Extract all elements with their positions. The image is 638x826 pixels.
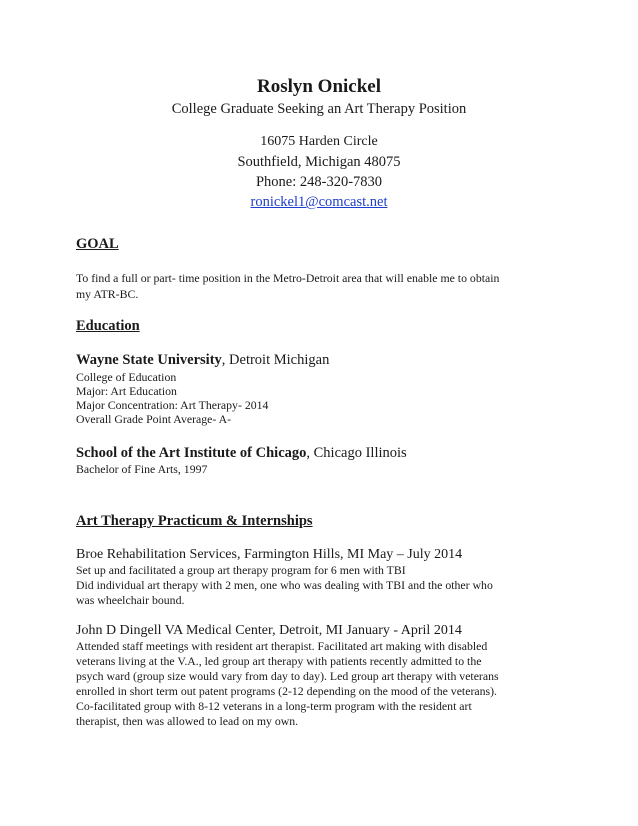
job-heading-broe: Broe Rehabilitation Services, Farmington Hills, MI May – July 2014 [76, 547, 463, 562]
school-location: , Detroit Michigan [221, 352, 330, 368]
school-art-institute [76, 443, 407, 463]
wayne-detail-line-1: College of Education [76, 370, 177, 384]
address-city: Southfield, Michigan 48075 [237, 154, 401, 170]
address-street: 16075 Harden Circle [260, 134, 378, 149]
wayne-detail-line-3: Major Concentration: Art Therapy- 2014 [76, 398, 269, 412]
goal-heading: GOAL [76, 236, 119, 252]
school-name: School of the Art Institute of Chicago [76, 445, 307, 461]
va-line-4: enrolled in short term out patent programs (2-12 depending on the mood of the veterans). [76, 684, 497, 698]
school-location: , Chicago Illinois [306, 445, 407, 461]
school-wayne-state [76, 350, 329, 370]
broe-line-1: Set up and facilitated a group art therapy program for 6 men with TBI [76, 563, 406, 577]
va-line-1: Attended staff meetings with resident art therapist. Facilitated art making with disabled [76, 639, 488, 653]
job-heading-va: John D Dingell VA Medical Center, Detroit, MI January - April 2014 [76, 623, 462, 638]
broe-line-2: Did individual art therapy with 2 men, one who was dealing with TBI and the other who [76, 578, 493, 592]
resume-header [0, 75, 638, 212]
applicant-name: Roslyn Onickel [256, 76, 382, 97]
art-institute-detail: Bachelor of Fine Arts, 1997 [76, 462, 208, 476]
phone-number: Phone: 248-320-7830 [255, 174, 383, 190]
applicant-subtitle: College Graduate Seeking an Art Therapy Position [171, 101, 467, 117]
va-line-2: veterans living at the V.A., led group art therapy with patients recently admitted to the [76, 654, 482, 668]
broe-line-3: was wheelchair bound. [76, 593, 185, 607]
wayne-detail-line-2: Major: Art Education [76, 384, 177, 398]
va-line-5: Co-facilitated group with 8-12 veterans in a long-term program with the resident art [76, 699, 472, 713]
va-line-3: psych ward (group size would vary from day to day). Led group art therapy with veterans [76, 669, 499, 683]
va-line-6: therapist, then was allowed to lead on my own. [76, 714, 299, 728]
goal-text-line-1: To find a full or part- time position in the Metro-Detroit area that will enable me to obtain [76, 271, 500, 285]
practicum-heading: Art Therapy Practicum & Internships [76, 513, 313, 529]
wayne-detail-line-4: Overall Grade Point Average- A- [76, 412, 232, 426]
school-name: Wayne State University [76, 352, 222, 368]
education-heading: Education [76, 318, 140, 334]
goal-text-line-2: my ATR-BC. [76, 287, 139, 301]
email-link[interactable]: ronickel1@comcast.net [250, 194, 388, 210]
